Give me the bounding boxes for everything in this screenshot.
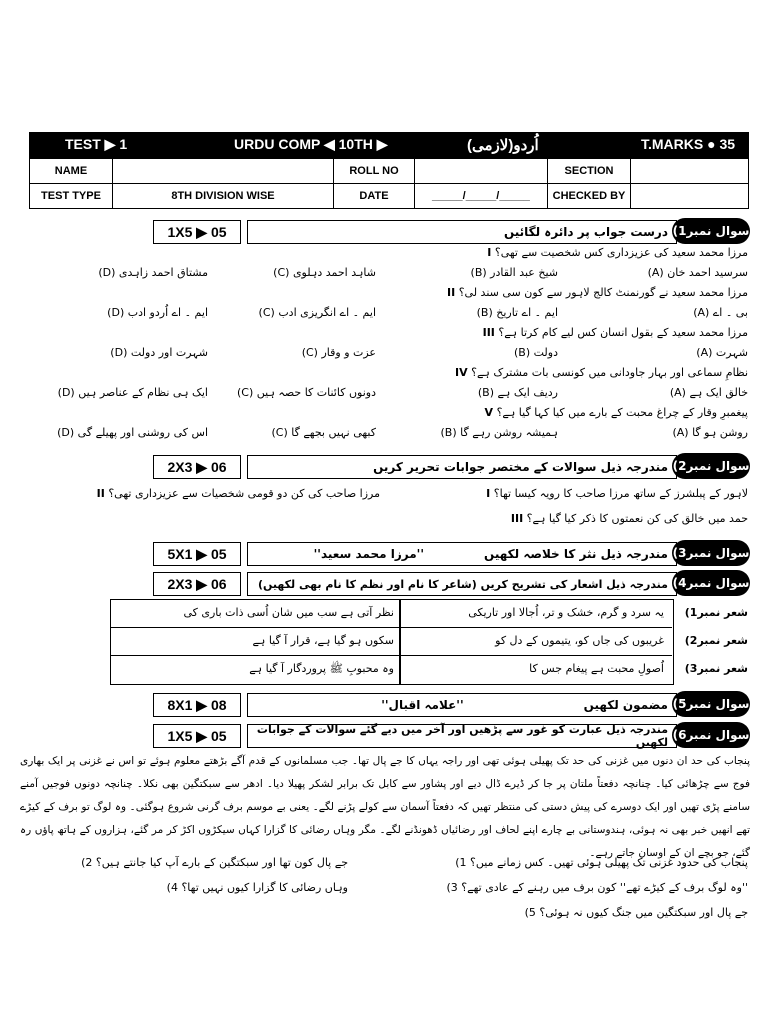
q6-question-3: ''وہ لوگ برف کے کیڑے تھے'' کون برف میں رہنے کے عادی تھے؟ 3)	[446, 881, 748, 894]
checked-by-field[interactable]	[631, 184, 749, 209]
q2-item-3: حمد میں خالق کی کن نعمتوں کا ذکر کیا گیا ہے؟ III	[510, 512, 748, 525]
name-label: NAME	[30, 159, 113, 184]
q6-marks: 1X5 ▶ 05	[153, 724, 241, 748]
mcq-3-option-b[interactable]: دولت (B)	[513, 346, 558, 359]
q6-label: سوال نمبر6)	[672, 722, 750, 748]
q1-mcq-list	[0, 246, 768, 446]
subject-urdu: اُردو(لازمی)	[467, 137, 539, 154]
mcq-4-statement: نظامِ سماعی اور بہار جاودانی میں کونسی بات مشترک ہے؟ IV	[455, 366, 748, 379]
mcq-1-statement: مرزا محمد سعید کی عزیزداری کس شخصیت سے تھی؟ I	[487, 246, 748, 259]
q6-question-1: پنجاب کی حدود غزنی تک پھیلی ہوئی تھیں۔ کس زمانے میں؟ 1)	[455, 856, 748, 869]
couplet-1-line-1: یہ سرد و گرم، خشک و تر، اُجالا اور تاریکی	[468, 606, 664, 619]
q1-marks: 1X5 ▶ 05	[153, 220, 241, 244]
roll-field[interactable]	[415, 159, 548, 184]
mcq-5-statement: پیغمبرِ وقار کے چراغ محبت کے بارے میں کیا کہا گیا ہے؟ V	[484, 406, 748, 419]
subject-code: URDU COMP ◀ 10TH ▶	[234, 136, 388, 152]
mcq-2-option-b[interactable]: ایم ۔ اے تاریخ (B)	[476, 306, 558, 319]
date-label: DATE	[334, 184, 415, 209]
q1-label: سوال نمبر1)	[672, 218, 750, 244]
couplet-2-line-1: غریبوں کی جاں کو، یتیموں کے دل کو	[495, 634, 664, 647]
test-type-label: TEST TYPE	[30, 184, 113, 209]
q3-label: سوال نمبر3)	[672, 540, 750, 566]
mcq-5-option-a[interactable]: روشن ہو گا (A)	[672, 426, 748, 439]
couplet-3-label: شعر نمبر3)	[684, 662, 748, 675]
mcq-5-option-b[interactable]: ہمیشہ روشن رہے گا (B)	[440, 426, 558, 439]
q5-title-box	[247, 693, 677, 717]
couplet-2-line-2: سکوں ہو گیا ہے، قرار آ گیا ہے	[252, 634, 394, 647]
mcq-4-option-d[interactable]: ایک ہی نظام کے عناصر ہیں (D)	[57, 386, 208, 399]
q5-marks: 8X1 ▶ 08	[153, 693, 241, 717]
q2-item-2: مرزا صاحب کی کن دو قومی شخصیات سے عزیزداری تھی؟ II	[96, 487, 380, 500]
q2-label: سوال نمبر2)	[672, 453, 750, 479]
mcq-3-option-d[interactable]: شہرت اور دولت (D)	[110, 346, 208, 359]
q3-title-box	[247, 542, 677, 566]
q5-label: سوال نمبر5)	[672, 691, 750, 717]
couplet-3-line-1: اُصولِ محبت ہے پیغام جس کا	[529, 662, 664, 675]
roll-label: ROLL NO	[334, 159, 415, 184]
couplet-3-line-2: وہ محبوبِ ﷺ پروردگار آ گیا ہے	[249, 662, 394, 675]
section-label: SECTION	[548, 159, 631, 184]
student-info-table	[29, 158, 749, 209]
q2-title: مندرجہ ذیل سوالات کے مختصر جوابات تحریر کریں	[247, 455, 677, 479]
mcq-1-option-a[interactable]: سرسید احمد خان (A)	[647, 266, 748, 279]
mcq-2-option-c[interactable]: ایم ۔ اے انگریزی ادب (C)	[258, 306, 376, 319]
q3-marks: 5X1 ▶ 05	[153, 542, 241, 566]
q3-topic: ''مرزا محمد سعید''	[313, 547, 425, 561]
mcq-5-option-d[interactable]: اس کی روشنی اور پھیلے گی (D)	[57, 426, 208, 439]
couplet-divider-1	[110, 627, 672, 628]
couplet-2-label: شعر نمبر2)	[684, 634, 748, 647]
test-type-value: 8TH DIVISION WISE	[113, 184, 334, 209]
checked-by-label: CHECKED BY	[548, 184, 631, 209]
mcq-4-option-b[interactable]: ردیف ایک ہے (B)	[477, 386, 558, 399]
mcq-3-option-c[interactable]: عزت و وقار (C)	[301, 346, 376, 359]
mcq-4-option-a[interactable]: خالق ایک ہے (A)	[669, 386, 748, 399]
q6-question-5: جے پال اور سبکتگین میں جنگ کیوں نہ ہوئی؟ 5)	[524, 906, 748, 919]
couplet-1-line-2: نظر آتی ہے سب میں شان اُسی ذات باری کی	[183, 606, 394, 619]
q1-title: درست جواب پر دائرہ لگائیں	[247, 220, 677, 244]
q4-label: سوال نمبر4)	[672, 570, 750, 596]
mcq-2-option-d[interactable]: ایم ۔ اے اُردو ادب (D)	[107, 306, 208, 319]
mcq-5-option-c[interactable]: کبھی نہیں بجھے گا (C)	[271, 426, 376, 439]
q2-item-1: لاہور کے پبلشرز کے ساتھ مرزا صاحب کا رویہ کیسا تھا؟ I	[486, 487, 748, 500]
total-marks: T.MARKS ● 35	[641, 136, 736, 152]
q6-question-2: جے پال کون تھا اور سبکتگین کے بارے آپ کیا جانتے ہیں؟ 2)	[81, 856, 348, 869]
test-header-bar	[29, 132, 749, 158]
mcq-3-statement: مرزا محمد سعید کے بقول انسان کس لیے کام کرتا ہے؟ III	[482, 326, 748, 339]
mcq-4-option-c[interactable]: دونوں کائنات کا حصہ ہیں (C)	[237, 386, 376, 399]
q5-title: مضمون لکھیں	[583, 698, 668, 712]
mcq-1-option-b[interactable]: شیخ عبد القادر (B)	[470, 266, 558, 279]
mcq-2-statement: مرزا محمد سعید نے گورنمنٹ کالج لاہور سے کون سی سند لی؟ II	[447, 286, 748, 299]
q4-marks: 2X3 ▶ 06	[153, 572, 241, 596]
comprehension-passage: پنجاب کی حد ان دنوں میں غزنی کی حد تک پھیلی ہوئی تھی اور راجہ یہاں کا جے پال تھا۔ جب مسلمانوں کے قدم آگے بڑھتے معلوم ہوئے تو اس نے غزنی پر ایک بھاری فوج سے چڑھائی کیا۔ چنانچہ دفعتاً ملتان پر جا کر ڈیرے ڈال دیے اور پشاور سے کابل تک برابر لشکر پھیلا دیا۔ ادھر سے سبکتگین بھی نکلا۔ چنانچہ دونوں فوجیں آمنے سامنے پڑی تھیں اور ایک دوسرے کی پیش دستی کی منتظر تھیں کہ دفعتاً آسمان سے کولے پڑنے لگے۔ یعنی بے موسم برف گرنی شروع ہوگئی۔ وہ لوگ تو برف کے کیڑے تھے انھیں خبر بھی نہ ہوئی، ہندوستانی بے چارے اپنے لحاف اور رضائیاں ڈھونڈنے لگے۔ مگر وہاں رضائی کا گزارا کہاں سیکڑوں اکڑ کر مر گئے، ہزاروں کے ہاتھ پاؤں رہ گئے، جو بچے ان کے اوسان جاتے رہے۔	[20, 755, 750, 859]
mcq-1-option-d[interactable]: مشتاق احمد زاہدی (D)	[98, 266, 208, 279]
couplet-1-label: شعر نمبر1)	[684, 606, 748, 619]
q2-marks: 2X3 ▶ 06	[153, 455, 241, 479]
mcq-2-option-a[interactable]: بی ۔ اے (A)	[693, 306, 748, 319]
date-field[interactable]: _____/_____/_____	[415, 184, 548, 209]
q5-topic: ''علامہ اقبال''	[381, 698, 464, 712]
name-field[interactable]	[113, 159, 334, 184]
q3-title: مندرجہ ذیل نثر کا خلاصہ لکھیں	[484, 547, 668, 561]
section-field[interactable]	[631, 159, 749, 184]
q6-question-4: وہاں رضائی کا گزارا کیوں نہیں تھا؟ 4)	[166, 881, 348, 894]
q6-title: مندرجہ ذیل عبارت کو غور سے پڑھیں اور آخر میں دیے گئے سوالات کے جوابات لکھیں	[247, 724, 677, 748]
couplet-divider-2	[110, 655, 672, 656]
mcq-3-option-a[interactable]: شہرت (A)	[696, 346, 748, 359]
test-number: TEST ▶ 1	[65, 136, 128, 152]
q4-title: مندرجہ ذیل اشعار کی تشریح کریں (شاعر کا نام اور نظم کا نام بھی لکھیں)	[247, 572, 677, 596]
mcq-1-option-c[interactable]: شاہد احمد دہلوی (C)	[273, 266, 376, 279]
